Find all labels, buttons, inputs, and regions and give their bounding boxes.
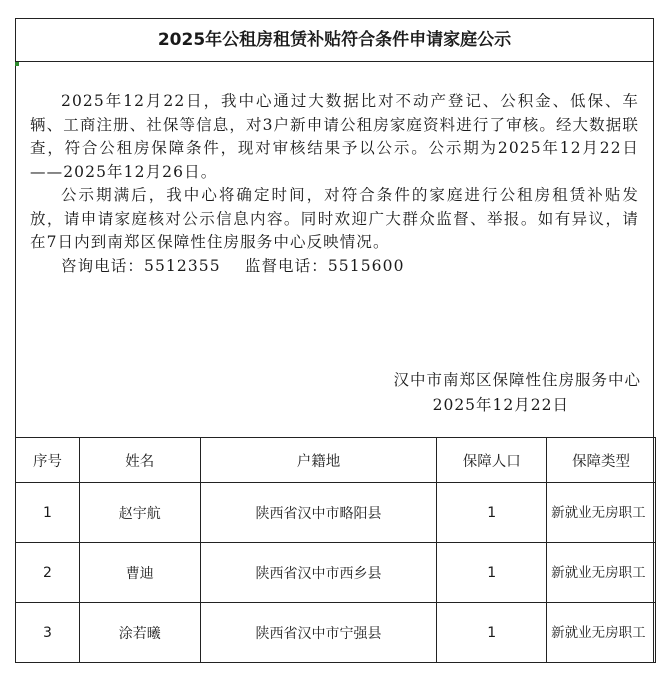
contact-phones: 咨询电话：5512355 监督电话：5515600 (61, 256, 405, 275)
table-row (16, 603, 656, 663)
corner-mark (15, 62, 19, 66)
cell-residence: 陕西省汉中市西乡县 (200, 543, 437, 603)
cell-type: 新就业无房职工 (547, 603, 656, 663)
signature-block (393, 368, 641, 418)
cell-name: 赵宇航 (79, 483, 200, 543)
table-row (16, 483, 656, 543)
cell-residence: 陕西省汉中市宁强县 (200, 603, 437, 663)
table-header-row (16, 438, 656, 483)
header-residence: 户籍地 (200, 438, 437, 483)
notice-frame (15, 18, 654, 663)
page-title: 2025年公租房租赁补贴符合条件申请家庭公示 (16, 19, 653, 62)
cell-residence: 陕西省汉中市略阳县 (200, 483, 437, 543)
notice-paragraph-2: 公示期满后，我中心将确定时间，对符合条件的家庭进行公租房租赁补贴发放，请申请家庭核对公示信息内容。同时欢迎广大群众监督、举报。如有异议，请在7日内到南郑区保障性住房服务中心反映情况。 (30, 186, 639, 251)
cell-type: 新就业无房职工 (547, 543, 656, 603)
cell-no: 3 (16, 603, 80, 663)
cell-name: 涂若曦 (79, 603, 200, 663)
header-type: 保障类型 (547, 438, 656, 483)
signature-organization: 汉中市南郑区保障性住房服务中心 (393, 371, 641, 389)
table-row (16, 543, 656, 603)
applicant-table (15, 437, 656, 663)
signature-date: 2025年12月22日 (432, 396, 569, 414)
cell-population: 1 (437, 603, 547, 663)
cell-no: 1 (16, 483, 80, 543)
cell-population: 1 (437, 483, 547, 543)
notice-paragraph-1: 2025年12月22日，我中心通过大数据比对不动产登记、公积金、低保、车辆、工商注册、社保等信息，对3户新申请公租房家庭资料进行了审核。经大数据联查，符合公租房保障条件，现对审核结果予以公示。公示期为2025年12月22日——2025年12月26日。 (30, 92, 639, 181)
cell-type: 新就业无房职工 (547, 483, 656, 543)
header-no: 序号 (16, 438, 80, 483)
cell-no: 2 (16, 543, 80, 603)
cell-name: 曹迪 (79, 543, 200, 603)
cell-population: 1 (437, 543, 547, 603)
notice-body (16, 62, 653, 278)
header-name: 姓名 (79, 438, 200, 483)
header-population: 保障人口 (437, 438, 547, 483)
